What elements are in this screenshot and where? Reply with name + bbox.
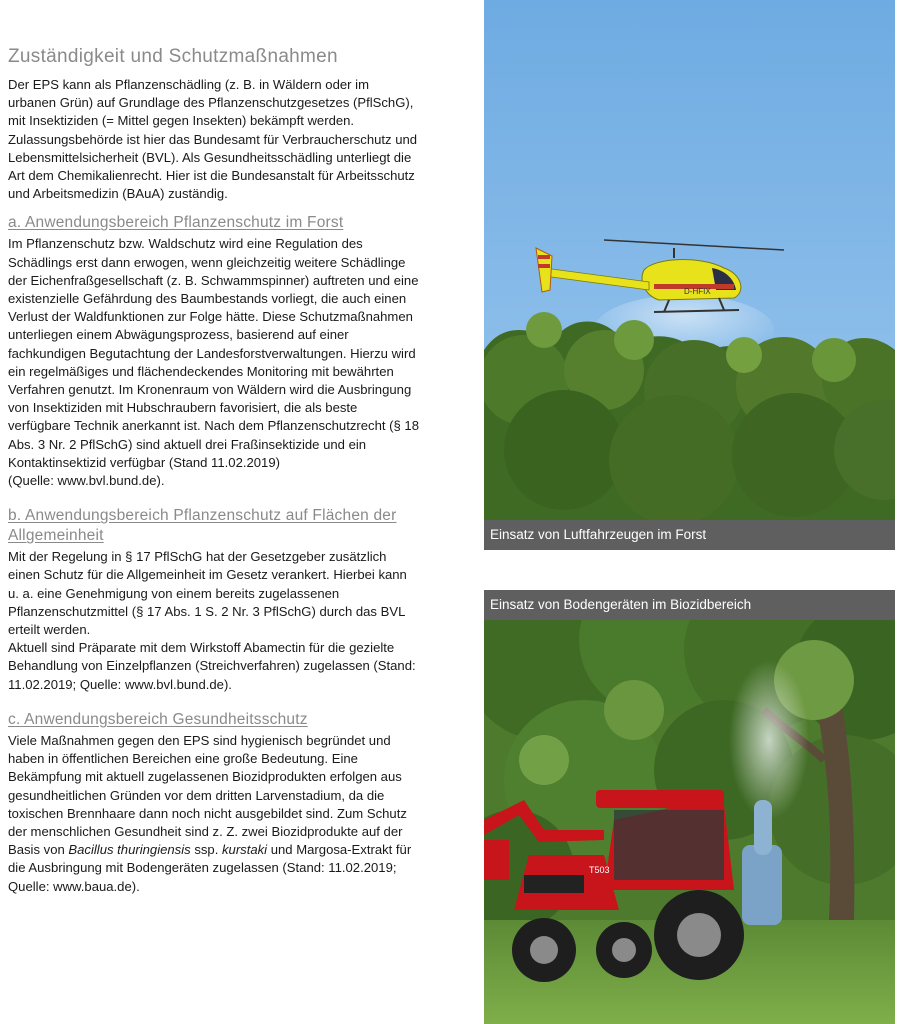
section-c-body-start: Viele Maßnahmen gegen den EPS sind hygienisch begründet und haben in öffentlichen Bereichen eine große Bedeutung. Eine Bekämpfung mit aktuell zugelassenen Biozidprodukten erfolgen aus gesundheitlichen Gründen vor dem dritten Larvenstadium, da die toxischen Brennhaare dann noch nicht ausgebildet sind. Zum Schutz der menschlichen Gesundheit sind z. Z. zwei Biozidprodukte auf der Basis von xyxy=(8,732,407,858)
tractor-caption: Einsatz von Bodengeräten im Biozidbereich xyxy=(484,590,895,620)
tractor-model: T503 xyxy=(589,865,610,875)
helicopter-registration: D-HFIX xyxy=(684,287,711,296)
section-a-title: a. Anwendungsbereich Pflanzenschutz im Forst xyxy=(8,214,344,232)
species-name: Bacillus thuringiensis xyxy=(68,842,191,858)
article-text-column xyxy=(8,44,420,896)
subspecies-name: kurstaki xyxy=(221,842,268,858)
tractor-illustration xyxy=(484,590,895,1024)
tractor-photo xyxy=(484,590,895,1024)
forest-canopy xyxy=(484,312,895,550)
ssp-label: ssp. xyxy=(190,842,222,858)
helicopter-illustration xyxy=(484,0,895,550)
intro-paragraph: Der EPS kann als Pflanzenschädling (z. B. in Wäldern oder im urbanen Grün) auf Grundlage des Pflanzenschutzgesetzes (PflSchG), mit Insektiziden (= Mittel gegen Insekten) bekämpft werden. Zulassungsbehörde ist hier das Bundesamt für Verbraucherschutz und Lebensmittelsicherheit (BVL). Als Gesundheitsschädling unterliegt die Art dem Chemikalienrecht. Hier ist die Bundesanstalt für Arbeitsschutz und Arbeitsmedizin (BAuA) zuständig. xyxy=(8,77,418,202)
section-c-body xyxy=(8,732,420,896)
helicopter-caption: Einsatz von Luftfahrzeugen im Forst xyxy=(484,520,895,550)
section-a-source: (Quelle: www.bvl.bund.de). xyxy=(8,473,165,489)
section-c-title: c. Anwendungsbereich Gesundheitsschutz xyxy=(8,710,308,728)
section-b-title: b. Anwendungsbereich Pflanzenschutz auf Flächen der Allgemeinheit xyxy=(8,507,397,545)
section-b-body-1: Mit der Regelung in § 17 PflSchG hat der Gesetzgeber zusätzlich einen Schutz für die Allgemeinheit im Gesetz verankert. Hierbei kann u. a. eine Genehmigung von einem bereits zugelassenen Pflanzenschutzmittel (§ 17 Abs. 1 S. 2 Nr. 3 PflSchG) durch das BVL erteilt werden. xyxy=(8,549,407,638)
helicopter-photo xyxy=(484,0,895,550)
section-a-body: Im Pflanzenschutz bzw. Waldschutz wird eine Regulation des Schädlings erst dann erwogen, wenn gleichzeitig weitere Schädlinge der Eichenfraßgesellschaft (z. B. Schwammspinner) auftreten und eine existenzielle Gefährdung des Baumbestands vorliegt, die auch einen Verlust der Waldfunktionen zur Folge hätte. Diese Schutzmaßnahmen unterliegen einem Abwägungsprozess, basierend auf einer fachkundigen Begutachtung der Landesforstverwaltungen. Hierzu wird ein regelmäßiges und flächendeckendes Monitoring mit bewährten Verfahren genutzt. Im Kronenraum von Wäldern wird die Ausbringung von Insektiziden mit Hubschraubern favorisiert, die als beste verfügbare Technik anerkannt ist. Nach dem Pflanzenschutzrecht (§ 18 Abs. 3 Nr. 2 PflSchG) sind aktuell drei Fraßinsektizide und ein Kontaktinsektizid verfügbar (Stand 11.02.2019) xyxy=(8,236,419,470)
section-c-body-end: und Margosa-Extrakt für die Ausbringung mit Bodengeräten zugelassen (Stand: 11.02.2019; Quelle: www.baua.de). xyxy=(8,842,412,894)
section-b-body-2: Aktuell sind Präparate mit dem Wirkstoff Abamectin für die gezielte Behandlung von Einzelpflanzen (Streichverfahren) zugelassen (Stand: 11.02.2019; Quelle: www.bvl.bund.de). xyxy=(8,640,416,692)
page-heading: Zuständigkeit und Schutzmaßnahmen xyxy=(8,46,338,67)
